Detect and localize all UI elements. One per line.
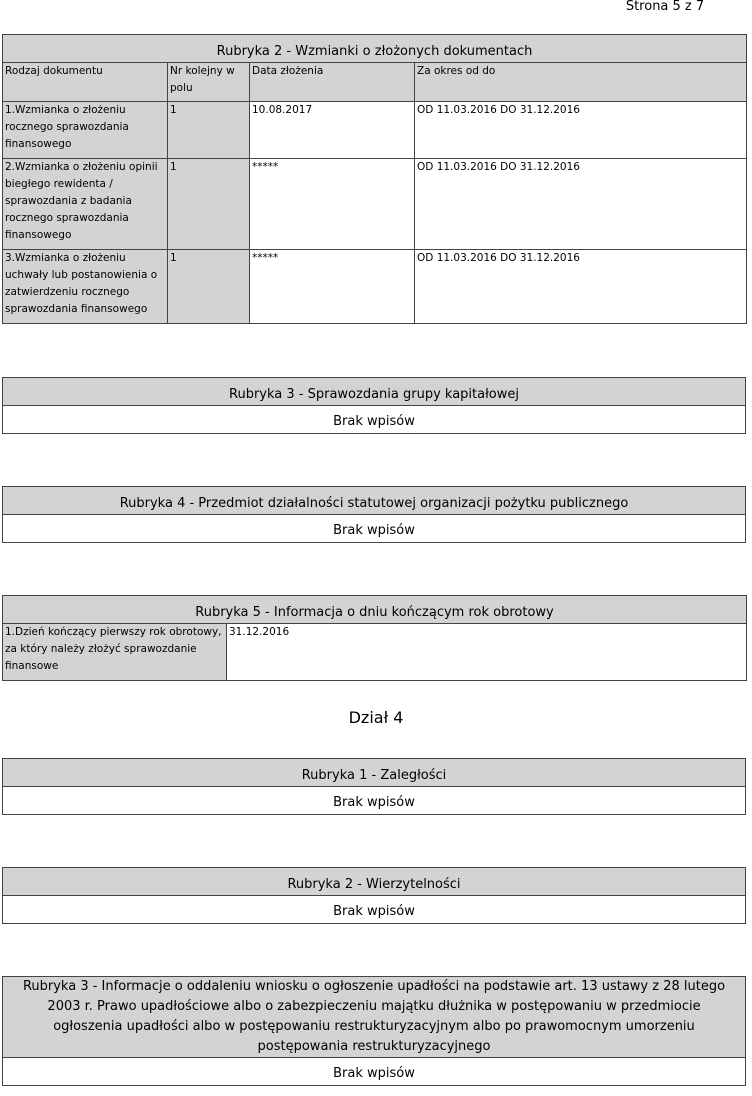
- row-period: OD 11.03.2016 DO 31.12.2016: [415, 102, 747, 159]
- table-row: [3, 102, 747, 159]
- row-doc: 1.Wzmianka o złożeniu rocznego sprawozdania finansowego: [3, 102, 168, 159]
- rubryka-5-title: Rubryka 5 - Informacja o dniu kończącym rok obrotowy: [3, 596, 747, 624]
- table-row: [3, 250, 747, 324]
- rubryka-4-title: Rubryka 4 - Przedmiot działalności statutowej organizacji pożytku publicznego: [3, 487, 746, 515]
- row-nr: 1: [168, 102, 250, 159]
- rubryka-2-table: [2, 34, 747, 324]
- dzial-4-rubryka-3-table: [2, 976, 746, 1086]
- row-date: 10.08.2017: [250, 102, 415, 159]
- row-nr: 1: [168, 159, 250, 250]
- dzial-4-rubryka-3-empty: Brak wpisów: [3, 1058, 746, 1086]
- row-date: *****: [250, 159, 415, 250]
- row-doc: 3.Wzmianka o złożeniu uchwały lub postanowienia o zatwierdzeniu rocznego sprawozdania finansowego: [3, 250, 168, 324]
- col-header-okres: Za okres od do: [415, 63, 747, 102]
- row-nr: 1: [168, 250, 250, 324]
- dzial-4-rubryka-2-table: [2, 867, 746, 924]
- rubryka-2-title: Rubryka 2 - Wzmianki o złożonych dokumentach: [3, 35, 747, 63]
- col-header-nr: Nr kolejny w polu: [168, 63, 250, 102]
- rubryka-3-table: [2, 377, 746, 434]
- rubryka-4-empty: Brak wpisów: [3, 515, 746, 543]
- col-header-data: Data złożenia: [250, 63, 415, 102]
- dzial-4-rubryka-1-table: [2, 758, 746, 815]
- section-heading: Dział 4: [348, 708, 404, 727]
- dzial-4-rubryka-3-title: Rubryka 3 - Informacje o oddaleniu wniosku o ogłoszenie upadłości na podstawie art. 13 ustawy z 28 lutego 2003 r. Prawo upadłościowe albo o zabezpieczeniu majątku dłużnika w postępowaniu w przedmiocie ogłoszenia upadłości albo w postępowaniu restrukturyzacyjnym albo po prawomocnym umorzeniu postępowania restrukturyzacyjnego: [3, 977, 746, 1058]
- dzial-4-rubryka-2-empty: Brak wpisów: [3, 896, 746, 924]
- dzial-4-rubryka-2-title: Rubryka 2 - Wierzytelności: [3, 868, 746, 896]
- col-header-rodzaj: Rodzaj dokumentu: [3, 63, 168, 102]
- dzial-4-rubryka-1-title: Rubryka 1 - Zaległości: [3, 759, 746, 787]
- row-date: *****: [250, 250, 415, 324]
- rubryka-5-label: 1.Dzień kończący pierwszy rok obrotowy, za który należy złożyć sprawozdanie finansowe: [3, 624, 227, 681]
- row-period: OD 11.03.2016 DO 31.12.2016: [415, 159, 747, 250]
- rubryka-3-title: Rubryka 3 - Sprawozdania grupy kapitałowej: [3, 378, 746, 406]
- rubryka-4-table: [2, 486, 746, 543]
- dzial-4-rubryka-1-empty: Brak wpisów: [3, 787, 746, 815]
- row-period: OD 11.03.2016 DO 31.12.2016: [415, 250, 747, 324]
- row-doc: 2.Wzmianka o złożeniu opinii biegłego rewidenta / sprawozdania z badania rocznego sprawozdania finansowego: [3, 159, 168, 250]
- rubryka-5-value: 31.12.2016: [227, 624, 747, 681]
- page-number: Strona 5 z 7: [625, 0, 705, 14]
- table-row: [3, 159, 747, 250]
- rubryka-5-table: [2, 595, 747, 681]
- rubryka-3-empty: Brak wpisów: [3, 406, 746, 434]
